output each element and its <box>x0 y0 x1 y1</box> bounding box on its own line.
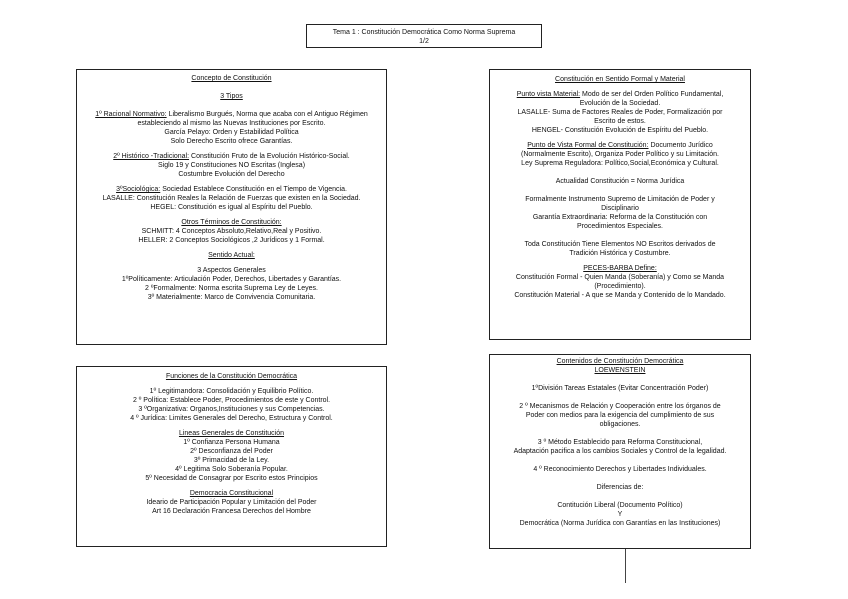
formal-heading: Constitución en Sentido Formal y Material <box>555 76 685 83</box>
instrumento-line-2: Disciplinario <box>601 205 639 212</box>
lineas-line-5: 5º Necesidad de Consagrar por Escrito estos Principios <box>145 475 318 482</box>
instrumento-line-1: Formalmente Instrumento Supremo de Limitación de Poder y <box>525 196 715 203</box>
sociologica-label: 3ºSociológica: <box>116 186 161 193</box>
funciones-heading: Funciones de la Constitución Democrática <box>165 373 298 380</box>
pvf-line-1 <box>490 141 750 150</box>
liberal-line: Contitución Liberal (Documento Político) <box>557 502 683 509</box>
pvm-line-5: HENGEL- Constitución Evolución de Espíritu del Pueblo. <box>531 127 709 134</box>
actualidad-line: Actualidad Constitución = Norma Jurídica <box>555 178 685 185</box>
contenidos-heading: Contenidos de Constitución Democrática <box>556 358 684 365</box>
racional-line-4: Solo Derecho Escrito ofrece Garantías. <box>170 138 293 145</box>
contenidos-heading-2: LOEWENSTEIN <box>594 367 646 374</box>
toda-line-1: Toda Constitución Tiene Elementos NO Escritos derivados de <box>524 241 716 248</box>
otros-line-2: HELLER: 2 Conceptos Sociológicos ,2 Jurídicos y 1 Formal. <box>138 237 325 244</box>
historico-line-3: Costumbre Evolución del Derecho <box>178 171 285 178</box>
pvm-label: Punto vista Material: <box>516 91 581 98</box>
diferencias-line: Diferencias de: <box>596 484 644 491</box>
contenidos-line-3b: Adaptación pacifica a los cambios Sociales y Control de la legalidad. <box>513 448 727 455</box>
contenidos-line-1: 1ºDivisión Tareas Estatales (Evitar Concentración Poder) <box>531 385 709 392</box>
historico-line-2: Siglo 19 y Constituciones NO Escritas (Inglesa) <box>157 162 306 169</box>
actual-line-4: 3º Materialmente: Marco de Convivencia Comunitaria. <box>147 294 316 301</box>
actual-line-2: 1ºPolíticamente: Articulación Poder, Derechos, Libertades y Garantías. <box>121 276 342 283</box>
lineas-line-1: 1º Confianza Persona Humana <box>183 439 280 446</box>
contenidos-line-3a: 3 º Método Establecido para Reforma Constitucional, <box>537 439 703 446</box>
otros-heading: Otros Términos de Constitución: <box>181 219 282 226</box>
sociologica-line-2: LASALLE: Constitución Reales la Relación de Fuerzas que existen en la Sociedad. <box>102 195 361 202</box>
peces-line-2: (Procedimiento). <box>594 283 646 290</box>
democratica-line: Democrática (Norma Jurídica con Garantías en las Instituciones) <box>519 520 721 527</box>
y-line: Y <box>617 511 623 518</box>
historico-text: Constitución Fruto de la Evolución Histórico-Social. <box>189 153 350 160</box>
funciones-line-2: 2 º Política: Establece Poder, Procedimientos de este y Control. <box>132 397 331 404</box>
sociologica-line-1 <box>77 185 386 194</box>
instrumento-line-4: Procedimientos Especiales. <box>577 223 663 230</box>
contenidos-line-2a: 2 º Mecanismos de Relación y Cooperación entre los órganos de <box>519 403 721 410</box>
peces-line-3: Constitución Material - A que se Manda y Contenido de lo Mandado. <box>514 292 726 299</box>
funciones-line-3: 3 ºOrganizativa: Organos,Instituciones y sus Competencias. <box>138 406 325 413</box>
pvf-line-3: Ley Suprema Reguladora: Político,Social,Económica y Cultural. <box>521 160 719 167</box>
actual-heading: Sentido Actual: <box>208 252 255 259</box>
otros-line-1: SCHMITT: 4 Conceptos Absoluto,Relativo,Real y Positivo. <box>141 228 322 235</box>
contenidos-line-2c: obligaciones. <box>599 421 641 428</box>
lineas-line-3: 3º Primacidad de la Ley. <box>193 457 270 464</box>
pvm-text: Modo de ser del Orden Político Fundamental, <box>580 91 724 98</box>
header-title: Tema 1 : Constitución Democrática Como Norma Suprema <box>332 29 516 36</box>
tipos-heading: 3 Tipos <box>220 93 243 100</box>
lineas-line-2: 2º Desconfianza del Poder <box>190 448 273 455</box>
pvf-line-2: (Normalmente Escrito), Organiza Poder Político y su Limitación. <box>520 151 720 158</box>
democracia-line-1: Ideario de Participación Popular y Limitación del Poder <box>146 499 317 506</box>
racional-label: 1º Racional Normativo: <box>95 111 167 118</box>
funciones-line-4: 4 º Jurídica: Limites Generales del Derecho, Estructura y Control. <box>130 415 333 422</box>
historico-label: 2º Histórico -Tradicional: <box>113 153 190 160</box>
funciones-box <box>76 366 387 547</box>
actual-line-3: 2 ºFormalmente: Norma escrita Suprema Ley de Leyes. <box>145 285 318 292</box>
sociologica-line-3: HEGEL: Constitución es igual al Espíritu del Pueblo. <box>150 204 313 211</box>
pvm-line-1 <box>490 90 750 99</box>
racional-line-3: García Pelayo: Orden y Estabilidad Política <box>164 129 299 136</box>
peces-line-1: Constitución Formal - Quien Manda (Soberanía) y Como se Manda <box>515 274 725 281</box>
header-page-number: 1/2 <box>419 38 429 45</box>
pvm-line-4: Escrito de estos. <box>594 118 646 125</box>
contenidos-box <box>489 354 751 549</box>
instrumento-line-3: Garantía Extraordinaria: Reforma de la Constitución con <box>532 214 708 221</box>
pvm-line-2: Evolución de la Sociedad. <box>579 100 661 107</box>
concepto-heading: Concepto de Constitución <box>191 75 272 82</box>
funciones-line-1: 1º Legitimandora: Consolidación y Equilibrio Político. <box>149 388 314 395</box>
pvf-label: Punto de Vista Formal de Constitución: <box>527 142 649 149</box>
racional-line-2: estableciendo al mismo las Nuevas Instituciones por Escrito. <box>137 120 326 127</box>
concepto-box <box>76 69 387 345</box>
sociologica-text: Sociedad Establece Constitución en el Tiempo de Vigencia. <box>160 186 347 193</box>
actual-line-1: 3 Aspectos Generales <box>197 267 266 274</box>
racional-text: Liberalismo Burgués, Norma que acaba con el Antiguo Régimen <box>166 111 368 118</box>
racional-line-1 <box>77 110 386 119</box>
pvm-line-3: LASALLE- Suma de Factores Reales de Poder, Formalización por <box>517 109 723 116</box>
contenidos-line-4: 4 º Reconocimiento Derechos y Libertades Individuales. <box>533 466 707 473</box>
lineas-line-4: 4º Legitima Solo Soberanía Popular. <box>175 466 288 473</box>
lineas-heading: Lineas Generales de Constitución <box>178 430 285 437</box>
democracia-heading: Democracia Constitucional <box>189 490 274 497</box>
formal-material-box <box>489 69 751 340</box>
historico-line-1 <box>77 152 386 161</box>
contenidos-line-2b: Poder con medios para la exigencia del cumplimiento de sus <box>525 412 715 419</box>
peces-heading: PECES-BARBA Define: <box>583 265 657 272</box>
toda-line-2: Tradición Histórica y Costumbre. <box>569 250 671 257</box>
connector-line <box>625 549 626 583</box>
pvf-text: Documento Jurídico <box>648 142 713 149</box>
header-box <box>306 24 542 48</box>
democracia-line-2: Art 16 Declaración Francesa Derechos del Hombre <box>152 508 311 515</box>
